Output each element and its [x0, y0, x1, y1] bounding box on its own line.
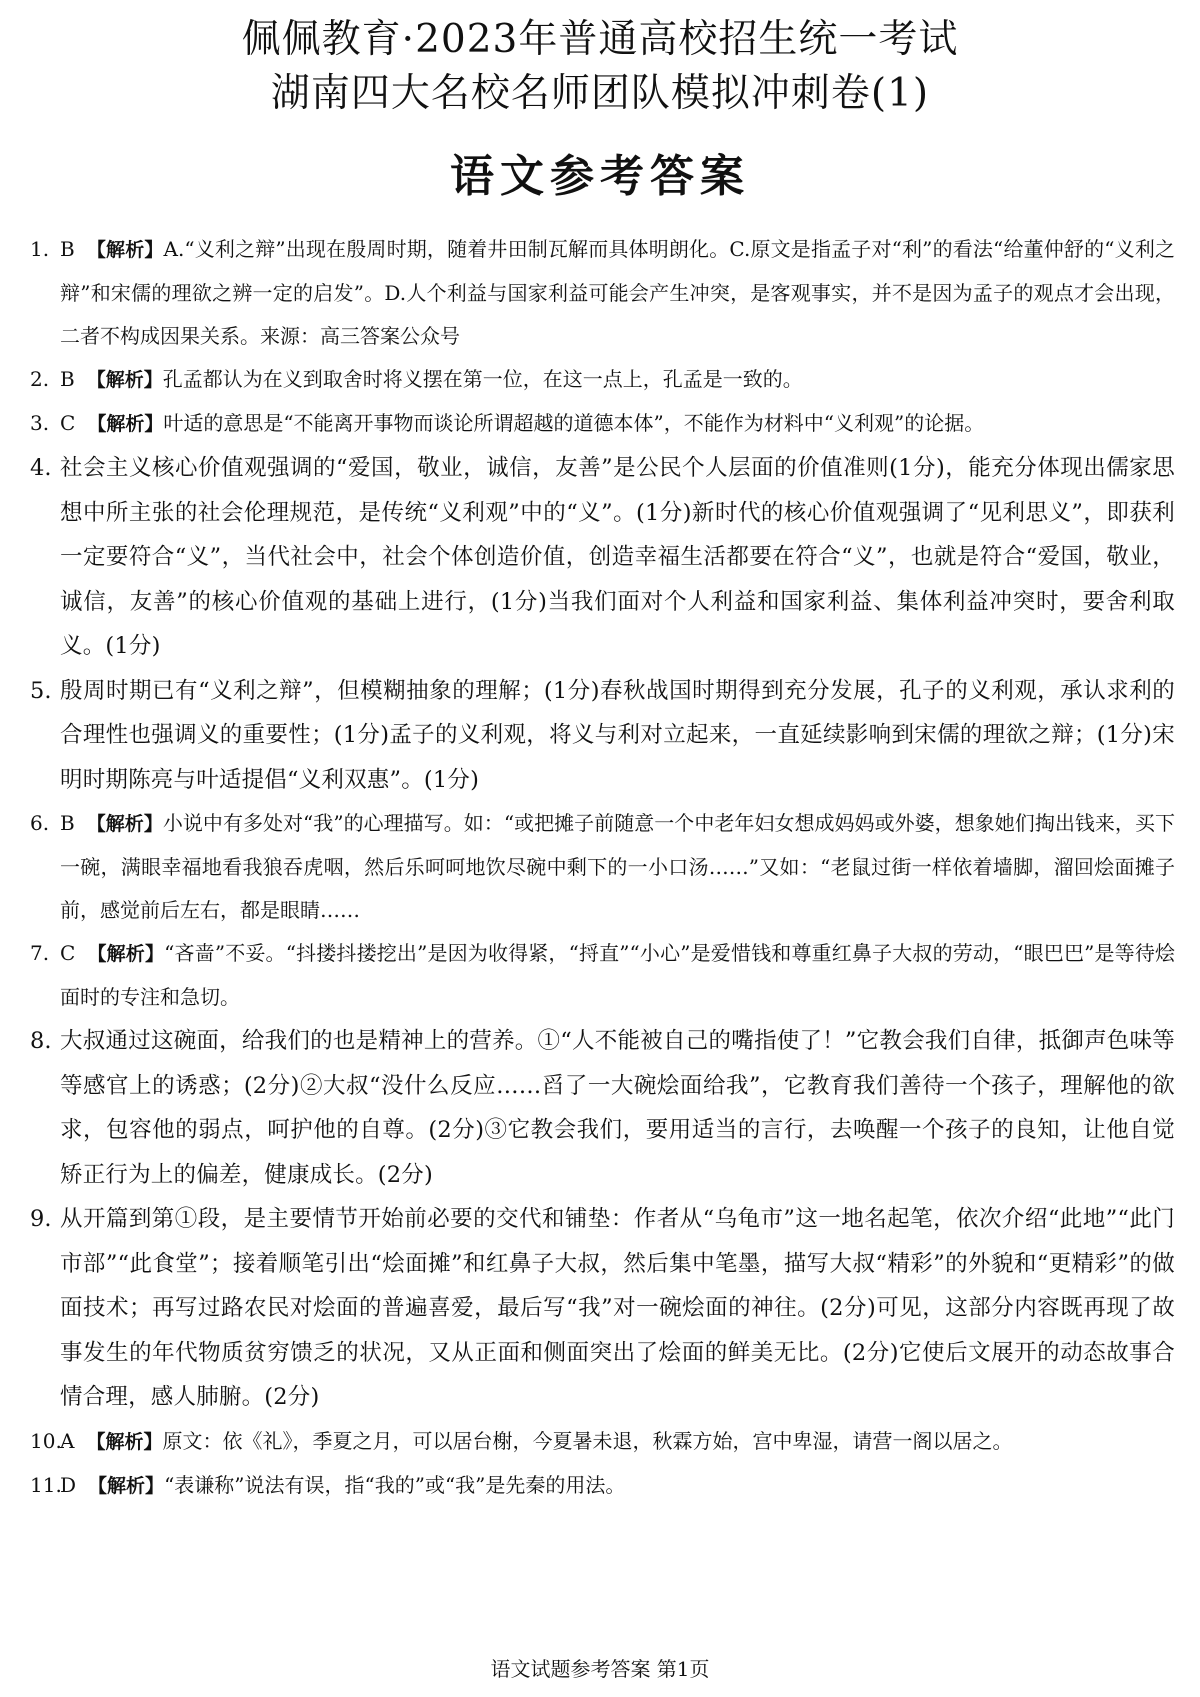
- answer-list: [30, 228, 1175, 1508]
- answer-text: 社会主义核心价值观强调的“爱国，敬业，诚信，友善”是公民个人层面的价值准则(1分)，能充分体现出儒家思想中所主张的社会伦理规范，是传统“义利观”中的“义”。(1分)新时代的核心价值观强调了“见利思义”，即获利一定要符合“义”，当代社会中，社会个体创造价值，创造幸福生活都要在符合“义”，也就是符合“爱国，敬业，诚信，友善”的核心价值观的基础上进行，(1分)当我们面对个人利益和国家利益、集体利益冲突时，要舍利取义。(1分): [60, 455, 1175, 659]
- analysis-text: 孔孟都认为在义到取舍时将义摆在第一位，在这一点上，孔孟是一致的。: [162, 367, 803, 391]
- analysis-tag: 【解析】: [87, 943, 165, 965]
- item-number: 8.: [30, 1028, 52, 1054]
- answer-item-6: [30, 802, 1175, 932]
- analysis-text: “吝啬”不妥。“抖搂抖搂挖出”是因为收得紧，“捋直”“小心”是爱惜钱和尊重红鼻子大叔的劳动，“眼巴巴”是等待烩面时的专注和急切。: [60, 941, 1175, 1009]
- answer-text: 大叔通过这碗面，给我们的也是精神上的营养。①“人不能被自己的嘴指使了！”它教会我们自律，抵御声色味等等感官上的诱惑；(2分)②大叔“没什么反应……舀了一大碗烩面给我”，它教育我们善待一个孩子，理解他的欲求，包容他的弱点，呵护他的自尊。(2分)③它教会我们，要用适当的言行，去唤醒一个孩子的良知，让他自觉矫正行为上的偏差，健康成长。(2分): [60, 1028, 1175, 1188]
- item-number: 7.: [30, 941, 50, 965]
- item-number: 6.: [30, 811, 50, 835]
- answer-item-1: [30, 228, 1175, 358]
- answer-item-5: [30, 669, 1175, 803]
- item-number: 11.: [30, 1472, 62, 1497]
- answer-item-11: [30, 1464, 1175, 1508]
- answer-choice: B: [60, 237, 75, 261]
- answer-choice: C: [60, 411, 76, 435]
- analysis-text: 原文：依《礼》，季夏之月，可以居台榭，今夏暑未退，秋霖方始，宫中卑湿，请营一阁以居之。: [162, 1428, 1013, 1453]
- answer-item-7: [30, 932, 1175, 1019]
- item-number: 10.: [30, 1428, 62, 1453]
- item-number: 4.: [30, 455, 52, 481]
- analysis-tag: 【解析】: [86, 239, 164, 261]
- answer-text: 从开篇到第①段，是主要情节开始前必要的交代和铺垫：作者从“乌龟市”这一地名起笔，依次介绍“此地”“此门市部”“此食堂”；接着顺笔引出“烩面摊”和红鼻子大叔，然后集中笔墨，描写大叔“精彩”的外貌和“更精彩”的做面技术；再写过路农民对烩面的普遍喜爱，最后写“我”对一碗烩面的神往。(2分)可见，这部分内容既再现了故事发生的年代物质贫穷馈乏的状况，又从正面和侧面突出了烩面的鲜美无比。(2分)它使后文展开的动态故事合情合理，感人肺腑。(2分): [60, 1206, 1175, 1410]
- answer-choice: A: [60, 1428, 75, 1453]
- answer-item-10: [30, 1420, 1175, 1464]
- analysis-text: 叶适的意思是“不能离开事物而谈论所谓超越的道德本体”，不能作为材料中“义利观”的论据。: [163, 411, 985, 435]
- answer-choice: B: [60, 811, 75, 835]
- answer-item-9: [30, 1197, 1175, 1420]
- analysis-tag: 【解析】: [88, 1474, 165, 1497]
- analysis-text: A.“义利之辩”出现在殷周时期，随着井田制瓦解而具体明朗化。C.原文是指孟子对“利”的看法“给董仲舒的“义利之辩”和宋儒的理欲之辨一定的启发”。D.人个利益与国家利益可能会产生冲突，是客观事实，并不是因为孟子的观点才会出现，二者不构成因果关系。来源：高三答案公众号: [60, 237, 1175, 348]
- item-number: 3.: [30, 411, 50, 435]
- item-number: 2.: [30, 367, 50, 391]
- analysis-tag: 【解析】: [86, 369, 163, 391]
- page-footer: 语文试题参考答案 第1页: [490, 1657, 710, 1681]
- answer-item-8: [30, 1019, 1175, 1197]
- analysis-tag: 【解析】: [87, 413, 164, 435]
- analysis-text: 小说中有多处对“我”的心理描写。如：“或把摊子前随意一个中老年妇女想成妈妈或外婆，想象她们掏出钱来，买下一碗，满眼幸福地看我狼吞虎咽，然后乐呵呵地饮尽碗中剩下的一小口汤……”又如：“老鼠过街一样依着墙脚，溜回烩面摊子前，感觉前后左右，都是眼睛……: [60, 811, 1175, 922]
- analysis-tag: 【解析】: [86, 1430, 163, 1453]
- answer-choice: B: [60, 367, 75, 391]
- answer-text: 殷周时期已有“义利之辩”，但模糊抽象的理解；(1分)春秋战国时期得到充分发展，孔子的义利观，承认求利的合理性也强调义的重要性；(1分)孟子的义利观，将义与利对立起来，一直延续影响到宋儒的理欲之辩；(1分)宋明时期陈亮与叶适提倡“义利双惠”。(1分): [60, 677, 1175, 793]
- analysis-text: “表谦称”说法有误，指“我的”或“我”是先秦的用法。: [164, 1472, 626, 1497]
- item-number: 9.: [30, 1206, 52, 1232]
- analysis-tag: 【解析】: [86, 813, 163, 835]
- document-title: 语文参考答案: [450, 151, 750, 202]
- item-number: 5.: [30, 677, 52, 704]
- exam-series-title: 佩佩教育·2023年普通高校招生统一考试: [241, 17, 959, 62]
- item-number: 1.: [30, 237, 50, 261]
- answer-item-3: [30, 402, 1175, 446]
- answer-item-2: [30, 358, 1175, 402]
- answer-choice: C: [60, 941, 76, 965]
- exam-paper-title: 湖南四大名校名师团队模拟冲刺卷(1): [270, 71, 930, 116]
- answer-choice: D: [60, 1472, 77, 1497]
- answer-item-4: [30, 446, 1175, 669]
